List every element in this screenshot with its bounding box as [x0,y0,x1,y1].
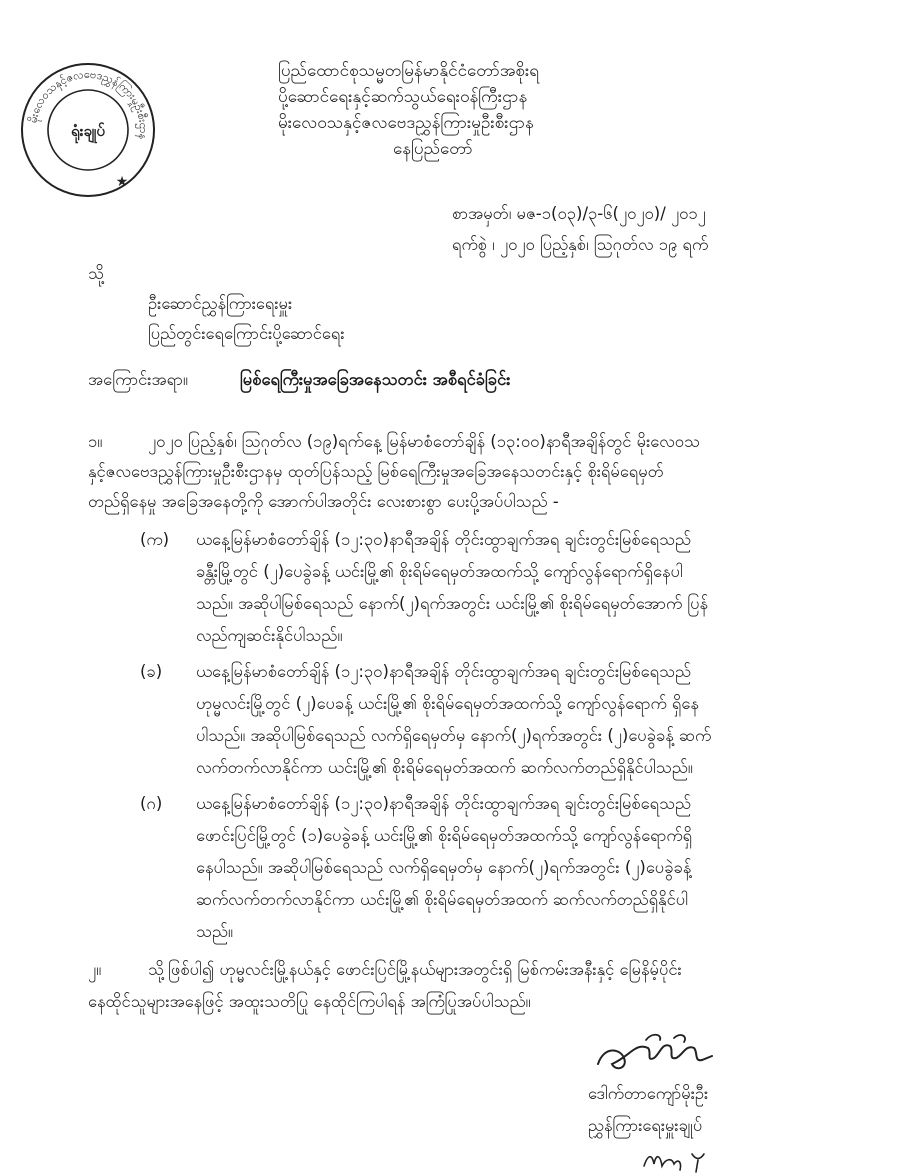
signature-mark [590,1028,720,1078]
seal-star-icon: ★ [115,174,129,190]
subitem-line: သည်။ အဆိုပါမြစ်ရေသည် နောက်(၂)ရက်အတွင်း ယင်းမြို့၏ စိုးရိမ်ရေမှတ်အောက် ပြန် [196,594,709,613]
seal-ring-text: မိုးလေဝသနှင့်ဇလဗေဒညွှန်ကြားမှုဦးစီးဌာန [26,67,151,141]
recipient-title: ဦးဆောင်ညွှန်ကြားရေးမှူး [148,294,293,313]
para1-line: နှင့်ဇလဗေဒညွှန်ကြားမှုဦးစီးဌာနမှ ထုတ်ပြန်သည့် မြစ်ရေကြီးမှုအခြေအနေသတင်းနှင့် စိုးရိမ်ရေမှတ် [88,462,664,481]
department-name: မိုးလေဝသနှင့်ဇလဗေဒညွှန်ကြားမှုဦးစီးဌာန [278,113,534,133]
subitem-line: ဆက်လက်တက်လာနိုင်ကာ ယင်းမြို့၏ စိုးရိမ်ရေမှတ်အထက် ဆက်လက်တည်ရှိနိုင်ပါ [196,890,688,909]
para2-line: သို့ဖြစ်ပါ၍ ဟုမ္မလင်းမြို့နယ်နှင့် ဖောင်းပြင်မြို့နယ်များအတွင်းရှိ မြစ်ကမ်းအနီးနှင့် မြေနိမ့်ပိုင်း [148,960,682,979]
subitem-line: ယနေ့မြန်မာစံတော်ချိန် (၁၂:၃၀)နာရီအချိန် တိုင်းထွာချက်အရ ချင်းတွင်းမြစ်ရေသည် [196,530,692,549]
ministry-name: ပို့ဆောင်ရေးနှင့်ဆက်သွယ်ရေးဝန်ကြီးဌာန [278,87,528,107]
signatory-title: ညွှန်ကြားရေးမှူးချုပ် [588,1116,703,1135]
subitem-line: လက်တက်လာနိုင်ကာ ယင်းမြို့၏ စိုးရိမ်ရေမှတ်အထက် ဆက်လက်တည်ရှိနိုင်ပါသည်။ [196,758,693,777]
subject-text: မြစ်ရေကြီးမှုအခြေအနေသတင်း အစီရင်ခံခြင်း [240,370,511,389]
initials-mark [640,1144,720,1174]
subitem-label: (က) [140,530,170,549]
government-name: ပြည်ထောင်စုသမ္မတမြန်မာနိုင်ငံတော်အစိုးရ [278,61,540,81]
para1-number: ၁။ [88,432,103,451]
subitem-line: လည်ကျဆင်းနိုင်ပါသည်။ [196,626,343,645]
para2-line: နေထိုင်သူများအနေဖြင့် အထူးသတိပြု နေထိုင်ကြပါရန် အကြံပြုအပ်ပါသည်။ [88,992,531,1011]
reference-number: စာအမှတ်၊ မဇ-၁(၀၃)/၃-၆(၂၀၂၀)/ ၂၀၁၂ [452,204,706,223]
para2-number: ၂။ [88,960,102,979]
recipient-office: ပြည်တွင်းရေကြောင်းပို့ဆောင်ရေး [148,324,345,343]
subitem-line: ယနေ့မြန်မာစံတော်ချိန် (၁၂:၃၀)နာရီအချိန် တိုင်းထွာချက်အရ ချင်းတွင်းမြစ်ရေသည် [196,662,692,681]
subitem-label: (ခ) [140,662,163,681]
subitem-line: နေပါသည်။ အဆိုပါမြစ်ရေသည် လက်ရှိရေမှတ်မှ နောက်(၂)ရက်အတွင်း (၂)ပေခွဲခန့် [196,858,692,877]
subitem-line: ခန္တီးမြို့တွင် (၂)ပေခွဲခန့် ယင်းမြို့၏ စိုးရိမ်ရေမှတ်အထက်သို့ ကျော်လွန်ရောက်ရှိနေပါ [196,562,683,581]
signatory-name: ဒေါက်တာကျော်မိုးဦး [588,1084,709,1103]
to-label: သို့ [88,264,104,283]
subitem-label: (ဂ) [140,794,163,813]
department-seal [18,60,158,200]
subitem-line: ယနေ့မြန်မာစံတော်ချိန် (၁၂:၃၀)နာရီအချိန် တိုင်းထွာချက်အရ ချင်းတွင်းမြစ်ရေသည် [196,794,692,813]
letter-date: ရက်စွဲ ၊ ၂၀၂၀ ပြည့်နှစ်၊ ဩဂုတ်လ ၁၉ ရက် [452,235,709,254]
subject-label: အကြောင်းအရာ။ [88,370,188,389]
subitem-line: ဖောင်းပြင်မြို့တွင် (၁)ပေခွဲခန့် ယင်းမြို့၏ စိုးရိမ်ရေမှတ်အထက်သို့ ကျော်လွန်ရောက်ရှိ [196,826,693,845]
subitem-line: ပါသည်။ အဆိုပါမြစ်ရေသည် လက်ရှိရေမှတ်မှ နောက်(၂)ရက်အတွင်း (၂)ပေခွဲခန့် ဆက် [196,726,712,745]
para1-line: ၂၀၂၀ ပြည့်နှစ်၊ ဩဂုတ်လ (၁၉)ရက်နေ့ မြန်မာစံတော်ချိန် (၁၃:၀၀)နာရီအချိန်တွင် မိုးလေဝသ [148,432,700,451]
location: နေပြည်တော် [393,139,473,159]
subitem-line: သည်။ [196,922,233,941]
para1-line: တည်ရှိနေမှု အခြေအနေတို့ကို အောက်ပါအတိုင်း လေးစားစွာ ပေးပို့အပ်ပါသည် - [88,492,559,511]
subitem-line: ဟုမ္မလင်းမြို့တွင် (၂)ပေခန့် ယင်းမြို့၏ စိုးရိမ်ရေမှတ်အထက်သို့ ကျော်လွန်ရောက် ရှိနေ [196,694,699,713]
seal-center-text: ရုံးချုပ် [71,122,105,140]
